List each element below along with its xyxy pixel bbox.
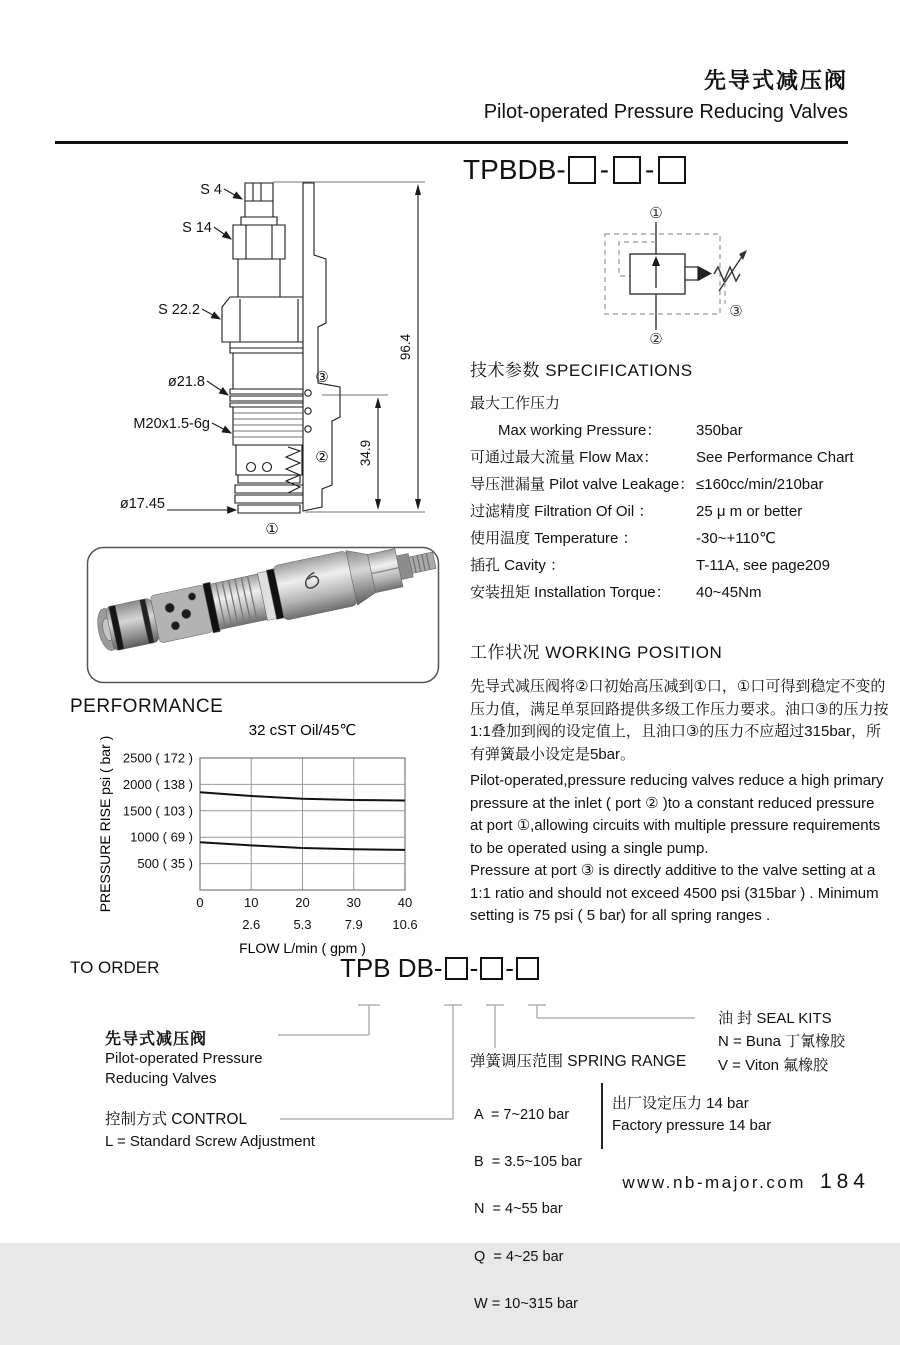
order-seal-title: 油 封 SEAL KITS bbox=[718, 1010, 832, 1027]
specifications-table bbox=[470, 390, 888, 606]
spec-value: 40~45Nm bbox=[696, 584, 762, 601]
performance-heading: PERFORMANCE bbox=[70, 696, 224, 717]
spec-value: -30~+110℃ bbox=[696, 530, 776, 547]
order-control-option: L = Standard Screw Adjustment bbox=[105, 1133, 315, 1150]
seal-option: V = Viton 氟橡胶 bbox=[718, 1057, 829, 1074]
spec-row bbox=[470, 444, 888, 471]
spring-option: A = 7~210 bar bbox=[474, 1106, 570, 1123]
drawing-port-2: ② bbox=[315, 449, 329, 466]
spec-row bbox=[470, 498, 888, 525]
spec-label: 导压泄漏量 Pilot valve Leakage： bbox=[470, 476, 695, 493]
svg-text:2.6: 2.6 bbox=[242, 917, 261, 932]
label-d218: ø21.8 bbox=[167, 374, 205, 390]
spec-label: Max working Pressure： bbox=[498, 422, 662, 439]
order-valve-name-zh: 先导式减压阀 bbox=[105, 1031, 208, 1048]
order-valve-name-en bbox=[105, 1049, 263, 1089]
to-order-heading: TO ORDER bbox=[70, 958, 160, 977]
page-title-zh: 先导式减压阀 bbox=[703, 68, 848, 93]
order-valve-name-en-line2: Reducing Valves bbox=[105, 1070, 217, 1087]
spring-option: B = 3.5~105 bar bbox=[474, 1153, 583, 1170]
working-position-text-en bbox=[470, 770, 890, 928]
working-position-paragraph: Pilot-operated,pressure reducing valves reduce a high primary pressure at the inlet ( port ② )to a constant reduced pressure at port ①,allowing circuits with multiple pressure requirements to be operated using a single pump. bbox=[470, 772, 884, 857]
to-order-code bbox=[340, 953, 541, 984]
spec-value: ≤160cc/min/210bar bbox=[696, 476, 824, 493]
order-factory-en: Factory pressure 14 bar bbox=[612, 1117, 772, 1134]
product-photo bbox=[86, 546, 440, 684]
spec-value: 25 μ m or better bbox=[696, 503, 803, 520]
label-d1745: ø17.45 bbox=[119, 496, 165, 512]
svg-text:10.6: 10.6 bbox=[392, 917, 418, 932]
spec-value: See Performance Chart bbox=[696, 449, 854, 466]
svg-text:10: 10 bbox=[244, 895, 259, 910]
valve-technical-drawing bbox=[50, 155, 480, 550]
label-s22: S 22.2 bbox=[158, 302, 200, 318]
symbol-port-1: ① bbox=[649, 205, 663, 222]
order-valve-name-en-line1: Pilot-operated Pressure bbox=[105, 1050, 263, 1067]
spec-value: 350bar bbox=[696, 422, 743, 439]
spec-row bbox=[470, 579, 888, 606]
svg-text:PRESSURE RISE psi ( bar ): PRESSURE RISE psi ( bar ) bbox=[97, 735, 113, 913]
to-order-box-1 bbox=[445, 957, 468, 980]
order-control-title: 控制方式 CONTROL bbox=[105, 1111, 248, 1128]
model-code-box-2 bbox=[613, 156, 641, 184]
spec-row bbox=[470, 417, 888, 444]
spec-label: 安装扭矩 Installation Torque： bbox=[470, 584, 671, 601]
model-code-box-1 bbox=[568, 156, 596, 184]
dim-lower-height: 34.9 bbox=[358, 439, 373, 467]
svg-text:40: 40 bbox=[397, 895, 413, 910]
order-spring-options bbox=[474, 1076, 582, 1345]
spec-row bbox=[470, 471, 888, 498]
hydraulic-symbol bbox=[575, 198, 775, 346]
spec-row bbox=[470, 390, 888, 417]
spring-option: W = 10~315 bar bbox=[474, 1296, 578, 1313]
footer-website: www.nb-major.com bbox=[622, 1173, 806, 1192]
svg-text:2500 ( 172 ): 2500 ( 172 ) bbox=[122, 750, 193, 766]
drawing-port-1: ① bbox=[265, 521, 279, 538]
seal-option: N = Buna 丁氰橡胶 bbox=[718, 1033, 846, 1050]
model-code bbox=[463, 154, 688, 186]
to-order-box-2 bbox=[480, 957, 503, 980]
svg-text:2000 ( 138 ): 2000 ( 138 ) bbox=[122, 776, 193, 792]
spec-value bbox=[696, 390, 888, 417]
page-title-en: Pilot-operated Pressure Reducing Valves bbox=[483, 101, 848, 123]
spring-option: N = 4~55 bar bbox=[474, 1201, 563, 1218]
footer bbox=[622, 1170, 870, 1194]
svg-text:5.3: 5.3 bbox=[293, 917, 312, 932]
model-code-dash: - bbox=[645, 154, 655, 185]
symbol-port-3: ③ bbox=[729, 303, 743, 320]
svg-text:0: 0 bbox=[196, 895, 204, 910]
working-position-paragraph: Pressure at port ③ is directly additive to the valve setting at a 1:1 ratio and should not exceed 4500 psi (315bar ) . Minimum setting is 75 psi ( 5 bar) for all spring ranges . bbox=[470, 862, 879, 924]
order-spring-title: 弹簧调压范围 SPRING RANGE bbox=[470, 1053, 687, 1070]
model-code-box-3 bbox=[658, 156, 686, 184]
spec-label: 最大工作压力 bbox=[470, 395, 561, 412]
working-position-heading: 工作状况 WORKING POSITION bbox=[470, 643, 723, 662]
model-code-dash: - bbox=[599, 154, 610, 185]
symbol-port-2: ② bbox=[649, 331, 663, 348]
svg-text:FLOW L/min ( gpm ): FLOW L/min ( gpm ) bbox=[239, 940, 366, 956]
performance-chart bbox=[62, 718, 457, 966]
label-s4: S 4 bbox=[200, 182, 222, 198]
specifications-heading: 技术参数 SPECIFICATIONS bbox=[470, 361, 693, 380]
spec-label: 插孔 Cavity ： bbox=[470, 557, 566, 574]
working-position-text-zh: 先导式减压阀将②口初始高压减到①口，①口可得到稳定不变的压力值，满足单泵回路提供多级工作压力要求。油口③的压力按1:1叠加到阀的设定值上，且油口③的压力不应超过315bar，所有弹簧最小设定是5bar。 bbox=[470, 678, 889, 763]
svg-text:32 cST Oil/45℃: 32 cST Oil/45℃ bbox=[248, 722, 357, 739]
svg-text:20: 20 bbox=[295, 895, 310, 910]
order-factory-zh: 出厂设定压力 14 bar bbox=[612, 1095, 749, 1112]
to-order-box-3 bbox=[516, 957, 539, 980]
footer-page-number: 184 bbox=[819, 1170, 870, 1193]
spec-value: T-11A, see page209 bbox=[696, 557, 830, 574]
label-m20: M20x1.5-6g bbox=[133, 416, 210, 432]
factory-divider-line bbox=[601, 1083, 603, 1149]
spec-label: 使用温度 Temperature ： bbox=[470, 530, 638, 547]
svg-text:7.9: 7.9 bbox=[344, 917, 363, 932]
to-order-dash: - bbox=[505, 953, 514, 983]
spec-label: 可通过最大流量 Flow Max： bbox=[470, 449, 659, 466]
svg-text:1000 ( 69 ): 1000 ( 69 ) bbox=[130, 829, 193, 845]
label-s14: S 14 bbox=[182, 220, 212, 236]
dim-total-height: 96.4 bbox=[398, 333, 413, 361]
svg-text:30: 30 bbox=[346, 895, 361, 910]
spec-row bbox=[470, 552, 888, 579]
to-order-dash: - bbox=[469, 953, 479, 983]
header-rule bbox=[55, 141, 848, 144]
svg-text:500 ( 35 ): 500 ( 35 ) bbox=[137, 856, 193, 872]
model-code-prefix: TPBDB- bbox=[463, 154, 566, 185]
svg-text:1500 ( 103 ): 1500 ( 103 ) bbox=[122, 803, 193, 819]
to-order-code-prefix: TPB DB- bbox=[340, 953, 443, 983]
spring-option: Q = 4~25 bar bbox=[474, 1248, 564, 1265]
spec-label: 过滤精度 Filtration Of Oil ： bbox=[470, 503, 654, 520]
spec-row bbox=[470, 525, 888, 552]
drawing-port-3: ③ bbox=[315, 369, 329, 386]
